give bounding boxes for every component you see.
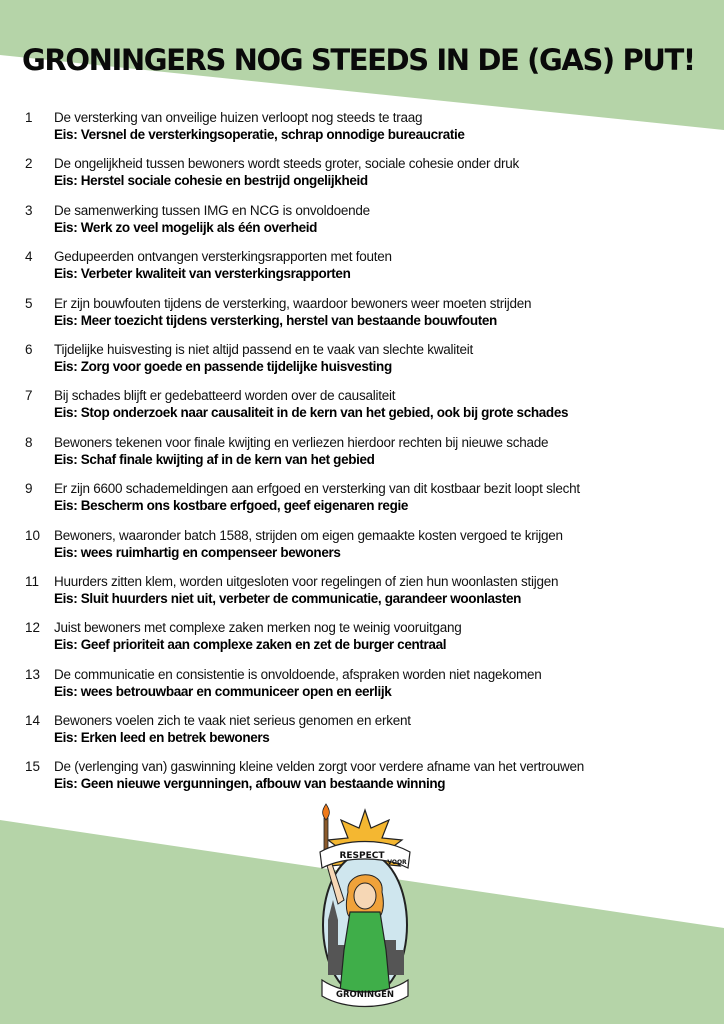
demand-text: Eis: Schaf finale kwijting af in de kern van het gebied (54, 451, 375, 467)
issue-text: De ongelijkheid tussen bewoners wordt steeds groter, sociale cohesie onder druk (54, 156, 520, 172)
demand-text: Eis: Geen nieuwe vergunningen, afbouw van bestaande winning (54, 776, 446, 792)
issue-text: Tijdelijke huisvesting is niet altijd passend en te vaak van slechte kwaliteit (54, 341, 473, 357)
item-text (54, 527, 718, 561)
banner-text-respect: RESPECT (339, 851, 385, 861)
demand-text: Eis: Erken leed en betrek bewoners (54, 730, 270, 746)
face (354, 883, 376, 909)
issue-text: De samenwerking tussen IMG en NCG is onvoldoende (54, 202, 370, 218)
item-number: 7 (25, 388, 33, 404)
banner-text-voor: VOOR (387, 859, 407, 866)
item-number: 13 (25, 666, 41, 682)
issue-text: Bewoners, waaronder batch 1588, strijden om eigen gemaakte kosten vergoed te krijgen (54, 527, 563, 543)
list-item (0, 202, 724, 248)
issue-text: De (verlenging van) gaswinning kleine velden zorgt voor verdere afname van het vertrouwen (54, 759, 585, 775)
item-number: 10 (25, 527, 41, 543)
item-text (54, 573, 718, 607)
list-item (0, 480, 724, 526)
list-item (0, 619, 724, 665)
list-item (0, 295, 724, 341)
list-item (0, 666, 724, 712)
list-item (0, 341, 724, 387)
demand-text: Eis: Werk zo veel mogelijk als één overheid (54, 219, 318, 235)
item-number: 9 (25, 481, 33, 497)
banner-text-groningen: GRONINGEN (335, 990, 395, 1000)
item-text (54, 758, 718, 792)
issue-text: De versterking van onveilige huizen verloopt nog steeds te traag (54, 110, 423, 125)
list-item (0, 573, 724, 619)
page-title: GRONINGERS NOG STEEDS IN DE (GAS) PUT! (22, 43, 695, 77)
demand-text: Eis: Herstel sociale cohesie en bestrijd ongelijkheid (54, 173, 368, 189)
demand-text: Eis: Versnel de versterkingsoperatie, schrap onnodige bureaucratie (54, 127, 465, 142)
item-number: 11 (25, 573, 40, 589)
respect-voor-groningen-logo (300, 800, 430, 1010)
item-number: 3 (25, 202, 33, 218)
issue-text: Er zijn bouwfouten tijdens de versterking, waardoor bewoners weer moeten strijden (54, 295, 532, 311)
list-item (0, 434, 724, 480)
issue-text: Bewoners tekenen voor finale kwijting en verliezen hierdoor rechten bij nieuwe schade (54, 434, 549, 450)
item-text (54, 387, 718, 421)
item-text (54, 295, 718, 329)
item-text (54, 155, 718, 189)
item-text (54, 666, 718, 700)
item-text (54, 248, 718, 282)
item-number: 12 (25, 620, 41, 636)
demand-text: Eis: Geef prioriteit aan complexe zaken en zet de burger centraal (54, 637, 447, 653)
list-item (0, 109, 724, 155)
list-item (0, 248, 724, 294)
issue-text: Bewoners voelen zich te vaak niet serieus genomen en erkent (54, 713, 411, 729)
demand-text: Eis: Stop onderzoek naar causaliteit in de kern van het gebied, ook bij grote schades (54, 405, 569, 421)
list-item (0, 712, 724, 758)
item-text (54, 434, 718, 468)
issue-text: Er zijn 6600 schademeldingen aan erfgoed en versterking van dit kostbaar bezit loopt slecht (54, 481, 580, 497)
item-number: 2 (25, 156, 33, 172)
green-dress (340, 912, 390, 992)
demand-text: Eis: wees betrouwbaar en communiceer open en eerlijk (54, 683, 392, 699)
demand-text: Eis: Verbeter kwaliteit van versterkingsrapporten (54, 266, 351, 282)
list-item (0, 155, 724, 201)
item-number: 1 (25, 110, 33, 125)
issue-text: Gedupeerden ontvangen versterkingsrapporten met fouten (54, 249, 392, 265)
issue-text: Bij schades blijft er gedebatteerd worden over de causaliteit (54, 388, 396, 404)
list-item (0, 527, 724, 573)
item-number: 4 (25, 249, 33, 265)
item-number: 8 (25, 434, 33, 450)
demands-list (0, 109, 724, 805)
demand-text: Eis: Sluit huurders niet uit, verbeter de communicatie, garandeer woonlasten (54, 590, 522, 606)
item-text (54, 109, 718, 143)
item-text (54, 712, 718, 746)
list-item (0, 387, 724, 433)
demand-text: Eis: wees ruimhartig en compenseer bewoners (54, 544, 341, 560)
item-text (54, 202, 718, 236)
item-number: 6 (25, 341, 33, 357)
item-text (54, 480, 718, 514)
demand-text: Eis: Zorg voor goede en passende tijdelijke huisvesting (54, 358, 392, 374)
item-number: 5 (25, 295, 33, 311)
issue-text: De communicatie en consistentie is onvoldoende, afspraken worden niet nagekomen (54, 666, 542, 682)
demand-text: Eis: Meer toezicht tijdens versterking, herstel van bestaande bouwfouten (54, 312, 497, 328)
item-text (54, 341, 718, 375)
issue-text: Huurders zitten klem, worden uitgesloten voor regelingen of zien hun woonlasten stijgen (54, 573, 559, 589)
item-number: 14 (25, 713, 41, 729)
demand-text: Eis: Bescherm ons kostbare erfgoed, geef eigenaren regie (54, 498, 409, 514)
list-item (0, 758, 724, 804)
item-number: 15 (25, 759, 41, 775)
item-text (54, 619, 718, 653)
issue-text: Juist bewoners met complexe zaken merken nog te weinig vooruitgang (54, 620, 462, 636)
